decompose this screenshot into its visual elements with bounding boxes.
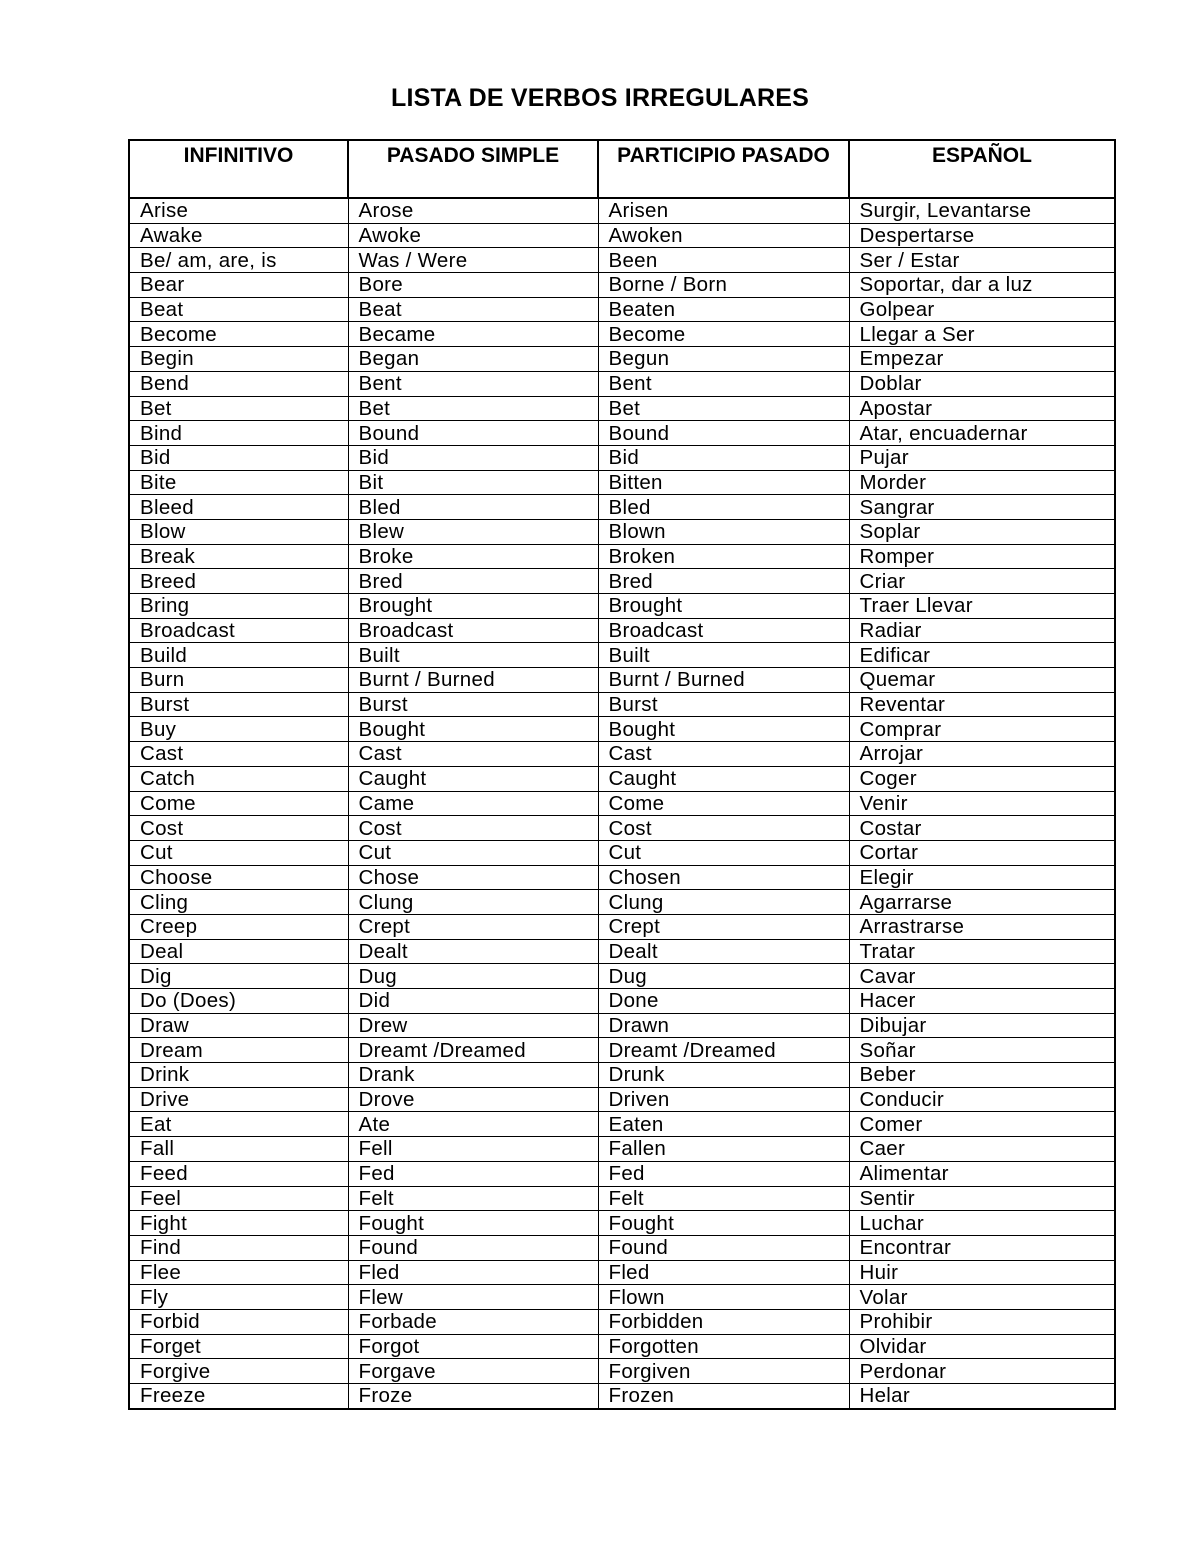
cell-espanol: Soñar (849, 1038, 1115, 1063)
cell-participio-pasado: Borne / Born (598, 273, 849, 298)
table-row (129, 1309, 1115, 1334)
cell-participio-pasado: Done (598, 989, 849, 1014)
cell-infinitivo: Broadcast (129, 618, 348, 643)
cell-infinitivo: Breed (129, 569, 348, 594)
cell-espanol: Conducir (849, 1087, 1115, 1112)
table-row (129, 470, 1115, 495)
cell-infinitivo: Fight (129, 1211, 348, 1236)
cell-pasado-simple: Dreamt /Dreamed (348, 1038, 598, 1063)
cell-espanol: Hacer (849, 989, 1115, 1014)
cell-infinitivo: Cut (129, 840, 348, 865)
cell-pasado-simple: Bound (348, 421, 598, 446)
cell-infinitivo: Arise (129, 198, 348, 223)
table-row (129, 544, 1115, 569)
cell-infinitivo: Break (129, 544, 348, 569)
cell-pasado-simple: Drew (348, 1013, 598, 1038)
cell-infinitivo: Cast (129, 742, 348, 767)
cell-infinitivo: Come (129, 791, 348, 816)
cell-pasado-simple: Crept (348, 914, 598, 939)
cell-espanol: Sangrar (849, 495, 1115, 520)
cell-pasado-simple: Forbade (348, 1309, 598, 1334)
irregular-verbs-table (128, 139, 1116, 1410)
table-row (129, 371, 1115, 396)
cell-participio-pasado: Bent (598, 371, 849, 396)
table-row (129, 1285, 1115, 1310)
cell-infinitivo: Do (Does) (129, 989, 348, 1014)
table-row (129, 322, 1115, 347)
cell-infinitivo: Bite (129, 470, 348, 495)
table-row (129, 1112, 1115, 1137)
table-row (129, 791, 1115, 816)
cell-espanol: Encontrar (849, 1235, 1115, 1260)
cell-pasado-simple: Felt (348, 1186, 598, 1211)
header-pasado-simple: PASADO SIMPLE (348, 140, 598, 198)
cell-infinitivo: Find (129, 1235, 348, 1260)
cell-participio-pasado: Fallen (598, 1137, 849, 1162)
cell-pasado-simple: Drove (348, 1087, 598, 1112)
cell-espanol: Apostar (849, 396, 1115, 421)
cell-pasado-simple: Burst (348, 692, 598, 717)
table-row (129, 1063, 1115, 1088)
cell-pasado-simple: Cast (348, 742, 598, 767)
cell-infinitivo: Awake (129, 223, 348, 248)
table-row (129, 569, 1115, 594)
table-row (129, 1186, 1115, 1211)
cell-espanol: Olvidar (849, 1334, 1115, 1359)
table-row (129, 890, 1115, 915)
cell-participio-pasado: Bid (598, 445, 849, 470)
cell-participio-pasado: Crept (598, 914, 849, 939)
cell-participio-pasado: Begun (598, 347, 849, 372)
cell-pasado-simple: Broke (348, 544, 598, 569)
cell-participio-pasado: Forgotten (598, 1334, 849, 1359)
cell-infinitivo: Burst (129, 692, 348, 717)
cell-espanol: Soplar (849, 519, 1115, 544)
table-row (129, 495, 1115, 520)
cell-espanol: Sentir (849, 1186, 1115, 1211)
cell-pasado-simple: Fed (348, 1161, 598, 1186)
cell-infinitivo: Eat (129, 1112, 348, 1137)
cell-infinitivo: Bid (129, 445, 348, 470)
table-row (129, 1013, 1115, 1038)
table-row (129, 1137, 1115, 1162)
table-row (129, 1087, 1115, 1112)
cell-infinitivo: Deal (129, 939, 348, 964)
cell-pasado-simple: Blew (348, 519, 598, 544)
table-row (129, 840, 1115, 865)
table-row (129, 939, 1115, 964)
cell-infinitivo: Fall (129, 1137, 348, 1162)
cell-espanol: Beber (849, 1063, 1115, 1088)
cell-infinitivo: Dream (129, 1038, 348, 1063)
cell-pasado-simple: Drank (348, 1063, 598, 1088)
cell-pasado-simple: Ate (348, 1112, 598, 1137)
cell-infinitivo: Freeze (129, 1384, 348, 1409)
cell-pasado-simple: Bred (348, 569, 598, 594)
table-row (129, 223, 1115, 248)
cell-pasado-simple: Clung (348, 890, 598, 915)
cell-infinitivo: Drink (129, 1063, 348, 1088)
cell-infinitivo: Be/ am, are, is (129, 248, 348, 273)
cell-espanol: Helar (849, 1384, 1115, 1409)
table-row (129, 198, 1115, 223)
cell-espanol: Radiar (849, 618, 1115, 643)
table-row (129, 742, 1115, 767)
cell-participio-pasado: Bound (598, 421, 849, 446)
cell-pasado-simple: Brought (348, 594, 598, 619)
cell-espanol: Ser / Estar (849, 248, 1115, 273)
cell-participio-pasado: Driven (598, 1087, 849, 1112)
cell-pasado-simple: Forgave (348, 1359, 598, 1384)
cell-pasado-simple: Bought (348, 717, 598, 742)
cell-pasado-simple: Beat (348, 297, 598, 322)
cell-pasado-simple: Bid (348, 445, 598, 470)
table-row (129, 964, 1115, 989)
table-row (129, 594, 1115, 619)
cell-participio-pasado: Bought (598, 717, 849, 742)
cell-pasado-simple: Chose (348, 865, 598, 890)
cell-pasado-simple: Fought (348, 1211, 598, 1236)
cell-espanol: Elegir (849, 865, 1115, 890)
cell-infinitivo: Fly (129, 1285, 348, 1310)
cell-participio-pasado: Become (598, 322, 849, 347)
table-row (129, 1260, 1115, 1285)
cell-espanol: Despertarse (849, 223, 1115, 248)
cell-espanol: Luchar (849, 1211, 1115, 1236)
cell-pasado-simple: Fled (348, 1260, 598, 1285)
cell-espanol: Perdonar (849, 1359, 1115, 1384)
table-row (129, 1211, 1115, 1236)
cell-pasado-simple: Caught (348, 766, 598, 791)
cell-espanol: Prohibir (849, 1309, 1115, 1334)
cell-participio-pasado: Caught (598, 766, 849, 791)
cell-infinitivo: Bend (129, 371, 348, 396)
cell-espanol: Criar (849, 569, 1115, 594)
cell-participio-pasado: Eaten (598, 1112, 849, 1137)
cell-espanol: Volar (849, 1285, 1115, 1310)
cell-participio-pasado: Blown (598, 519, 849, 544)
cell-participio-pasado: Broadcast (598, 618, 849, 643)
table-row (129, 297, 1115, 322)
cell-participio-pasado: Bred (598, 569, 849, 594)
cell-espanol: Tratar (849, 939, 1115, 964)
cell-participio-pasado: Forbidden (598, 1309, 849, 1334)
cell-participio-pasado: Flown (598, 1285, 849, 1310)
cell-pasado-simple: Dug (348, 964, 598, 989)
table-row (129, 445, 1115, 470)
cell-participio-pasado: Built (598, 643, 849, 668)
table-row (129, 519, 1115, 544)
cell-pasado-simple: Forgot (348, 1334, 598, 1359)
table-row (129, 989, 1115, 1014)
cell-infinitivo: Become (129, 322, 348, 347)
cell-infinitivo: Bear (129, 273, 348, 298)
table-row (129, 1384, 1115, 1409)
cell-espanol: Cavar (849, 964, 1115, 989)
cell-infinitivo: Cling (129, 890, 348, 915)
cell-espanol: Arrojar (849, 742, 1115, 767)
cell-participio-pasado: Bet (598, 396, 849, 421)
cell-pasado-simple: Broadcast (348, 618, 598, 643)
page-title: LISTA DE VERBOS IRREGULARES (391, 84, 809, 112)
cell-pasado-simple: Began (348, 347, 598, 372)
cell-participio-pasado: Chosen (598, 865, 849, 890)
cell-infinitivo: Choose (129, 865, 348, 890)
cell-participio-pasado: Cut (598, 840, 849, 865)
table-row (129, 668, 1115, 693)
cell-pasado-simple: Bent (348, 371, 598, 396)
cell-participio-pasado: Arisen (598, 198, 849, 223)
cell-participio-pasado: Fed (598, 1161, 849, 1186)
cell-pasado-simple: Built (348, 643, 598, 668)
cell-participio-pasado: Cast (598, 742, 849, 767)
table-row (129, 717, 1115, 742)
cell-espanol: Traer Llevar (849, 594, 1115, 619)
cell-pasado-simple: Bet (348, 396, 598, 421)
cell-participio-pasado: Come (598, 791, 849, 816)
table-row (129, 273, 1115, 298)
cell-infinitivo: Creep (129, 914, 348, 939)
cell-infinitivo: Beat (129, 297, 348, 322)
cell-infinitivo: Catch (129, 766, 348, 791)
cell-participio-pasado: Beaten (598, 297, 849, 322)
table-row (129, 865, 1115, 890)
cell-participio-pasado: Cost (598, 816, 849, 841)
cell-participio-pasado: Drunk (598, 1063, 849, 1088)
header-row (129, 140, 1115, 198)
cell-pasado-simple: Fell (348, 1137, 598, 1162)
cell-participio-pasado: Dug (598, 964, 849, 989)
cell-espanol: Coger (849, 766, 1115, 791)
cell-espanol: Golpear (849, 297, 1115, 322)
cell-participio-pasado: Fought (598, 1211, 849, 1236)
cell-pasado-simple: Bled (348, 495, 598, 520)
cell-participio-pasado: Brought (598, 594, 849, 619)
cell-espanol: Atar, encuadernar (849, 421, 1115, 446)
cell-espanol: Caer (849, 1137, 1115, 1162)
header-espanol: ESPAÑOL (849, 140, 1115, 198)
table-row (129, 914, 1115, 939)
cell-infinitivo: Forget (129, 1334, 348, 1359)
cell-infinitivo: Bring (129, 594, 348, 619)
cell-participio-pasado: Found (598, 1235, 849, 1260)
header-infinitivo: INFINITIVO (129, 140, 348, 198)
cell-infinitivo: Begin (129, 347, 348, 372)
cell-participio-pasado: Bitten (598, 470, 849, 495)
cell-pasado-simple: Came (348, 791, 598, 816)
cell-pasado-simple: Became (348, 322, 598, 347)
cell-espanol: Soportar, dar a luz (849, 273, 1115, 298)
cell-participio-pasado: Burst (598, 692, 849, 717)
cell-espanol: Romper (849, 544, 1115, 569)
table-row (129, 1235, 1115, 1260)
cell-pasado-simple: Bit (348, 470, 598, 495)
cell-participio-pasado: Forgiven (598, 1359, 849, 1384)
cell-participio-pasado: Drawn (598, 1013, 849, 1038)
cell-participio-pasado: Dealt (598, 939, 849, 964)
cell-infinitivo: Buy (129, 717, 348, 742)
cell-infinitivo: Feel (129, 1186, 348, 1211)
table-row (129, 421, 1115, 446)
cell-infinitivo: Feed (129, 1161, 348, 1186)
cell-participio-pasado: Fled (598, 1260, 849, 1285)
cell-infinitivo: Burn (129, 668, 348, 693)
cell-infinitivo: Forgive (129, 1359, 348, 1384)
cell-espanol: Empezar (849, 347, 1115, 372)
table-row (129, 692, 1115, 717)
cell-participio-pasado: Awoken (598, 223, 849, 248)
table-row (129, 643, 1115, 668)
cell-espanol: Comer (849, 1112, 1115, 1137)
cell-espanol: Edificar (849, 643, 1115, 668)
cell-espanol: Arrastrarse (849, 914, 1115, 939)
cell-espanol: Costar (849, 816, 1115, 841)
table-row (129, 347, 1115, 372)
header-participio-pasado: PARTICIPIO PASADO (598, 140, 849, 198)
table-row (129, 766, 1115, 791)
cell-pasado-simple: Flew (348, 1285, 598, 1310)
cell-espanol: Venir (849, 791, 1115, 816)
cell-espanol: Dibujar (849, 1013, 1115, 1038)
cell-pasado-simple: Froze (348, 1384, 598, 1409)
cell-participio-pasado: Burnt / Burned (598, 668, 849, 693)
cell-participio-pasado: Dreamt /Dreamed (598, 1038, 849, 1063)
cell-infinitivo: Build (129, 643, 348, 668)
cell-pasado-simple: Burnt / Burned (348, 668, 598, 693)
cell-pasado-simple: Was / Were (348, 248, 598, 273)
cell-pasado-simple: Dealt (348, 939, 598, 964)
table-row (129, 1161, 1115, 1186)
cell-infinitivo: Draw (129, 1013, 348, 1038)
cell-participio-pasado: Been (598, 248, 849, 273)
cell-espanol: Alimentar (849, 1161, 1115, 1186)
table-body (129, 198, 1115, 1409)
cell-espanol: Pujar (849, 445, 1115, 470)
cell-infinitivo: Bind (129, 421, 348, 446)
cell-participio-pasado: Bled (598, 495, 849, 520)
cell-espanol: Quemar (849, 668, 1115, 693)
cell-pasado-simple: Cost (348, 816, 598, 841)
cell-infinitivo: Flee (129, 1260, 348, 1285)
cell-espanol: Agarrarse (849, 890, 1115, 915)
table-header (129, 140, 1115, 198)
cell-participio-pasado: Frozen (598, 1384, 849, 1409)
cell-infinitivo: Blow (129, 519, 348, 544)
cell-espanol: Cortar (849, 840, 1115, 865)
table-row (129, 618, 1115, 643)
cell-espanol: Llegar a Ser (849, 322, 1115, 347)
cell-pasado-simple: Cut (348, 840, 598, 865)
cell-espanol: Morder (849, 470, 1115, 495)
cell-espanol: Surgir, Levantarse (849, 198, 1115, 223)
cell-infinitivo: Bleed (129, 495, 348, 520)
cell-espanol: Doblar (849, 371, 1115, 396)
cell-infinitivo: Drive (129, 1087, 348, 1112)
cell-infinitivo: Dig (129, 964, 348, 989)
table-row (129, 1359, 1115, 1384)
cell-infinitivo: Bet (129, 396, 348, 421)
cell-pasado-simple: Awoke (348, 223, 598, 248)
table-row (129, 1334, 1115, 1359)
cell-participio-pasado: Felt (598, 1186, 849, 1211)
table-row (129, 1038, 1115, 1063)
cell-infinitivo: Forbid (129, 1309, 348, 1334)
cell-espanol: Huir (849, 1260, 1115, 1285)
table-row (129, 816, 1115, 841)
cell-participio-pasado: Broken (598, 544, 849, 569)
cell-pasado-simple: Did (348, 989, 598, 1014)
cell-espanol: Reventar (849, 692, 1115, 717)
cell-infinitivo: Cost (129, 816, 348, 841)
cell-pasado-simple: Bore (348, 273, 598, 298)
table-row (129, 396, 1115, 421)
table-row (129, 248, 1115, 273)
cell-espanol: Comprar (849, 717, 1115, 742)
cell-pasado-simple: Found (348, 1235, 598, 1260)
cell-pasado-simple: Arose (348, 198, 598, 223)
cell-participio-pasado: Clung (598, 890, 849, 915)
